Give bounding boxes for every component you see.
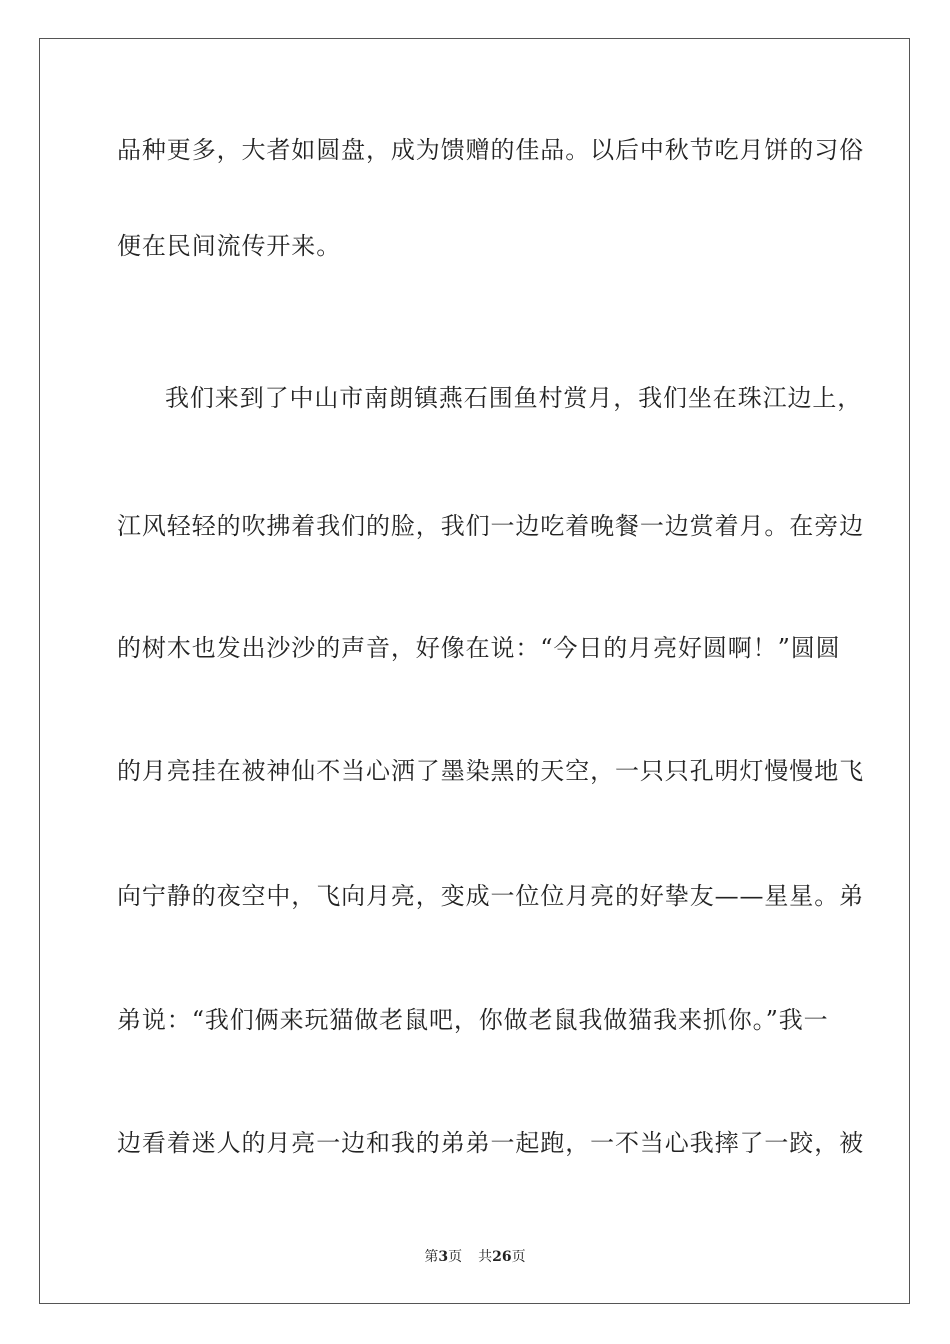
page-border xyxy=(39,38,910,1304)
paragraph-line: 边看着迷人的月亮一边和我的弟弟一起跑，一不当心我摔了一跤，被 xyxy=(117,1129,864,1157)
paragraph-line: 我们来到了中山市南朗镇燕石围鱼村赏月，我们坐在珠江边上， xyxy=(165,384,863,412)
total-prefix: 共 xyxy=(478,1249,493,1265)
page-number: 3 xyxy=(438,1249,449,1265)
paragraph-line: 的树木也发出沙沙的声音，好像在说：“今日的月亮好圆啊！”圆圆 xyxy=(117,634,841,662)
paragraph-line: 品种更多，大者如圆盘，成为馈赠的佳品。以后中秋节吃月饼的习俗 xyxy=(117,136,864,164)
paragraph-line: 的月亮挂在被神仙不当心洒了墨染黑的天空，一只只孔明灯慢慢地飞 xyxy=(117,757,864,785)
paragraph-line: 向宁静的夜空中，飞向月亮，变成一位位月亮的好挚友——星星。弟 xyxy=(117,882,864,910)
paragraph-line: 弟说：“我们俩来玩猫做老鼠吧，你做老鼠我做猫我来抓你。”我一 xyxy=(117,1006,829,1034)
paragraph-line: 便在民间流传开来。 xyxy=(117,232,342,260)
total-suffix: 页 xyxy=(511,1249,526,1265)
page-prefix: 第 xyxy=(424,1249,439,1265)
total-pages: 26 xyxy=(492,1249,512,1265)
page-suffix: 页 xyxy=(448,1249,463,1265)
page-footer xyxy=(0,1247,950,1267)
paragraph-line: 江风轻轻的吹拂着我们的脸，我们一边吃着晚餐一边赏着月。在旁边 xyxy=(117,512,864,540)
